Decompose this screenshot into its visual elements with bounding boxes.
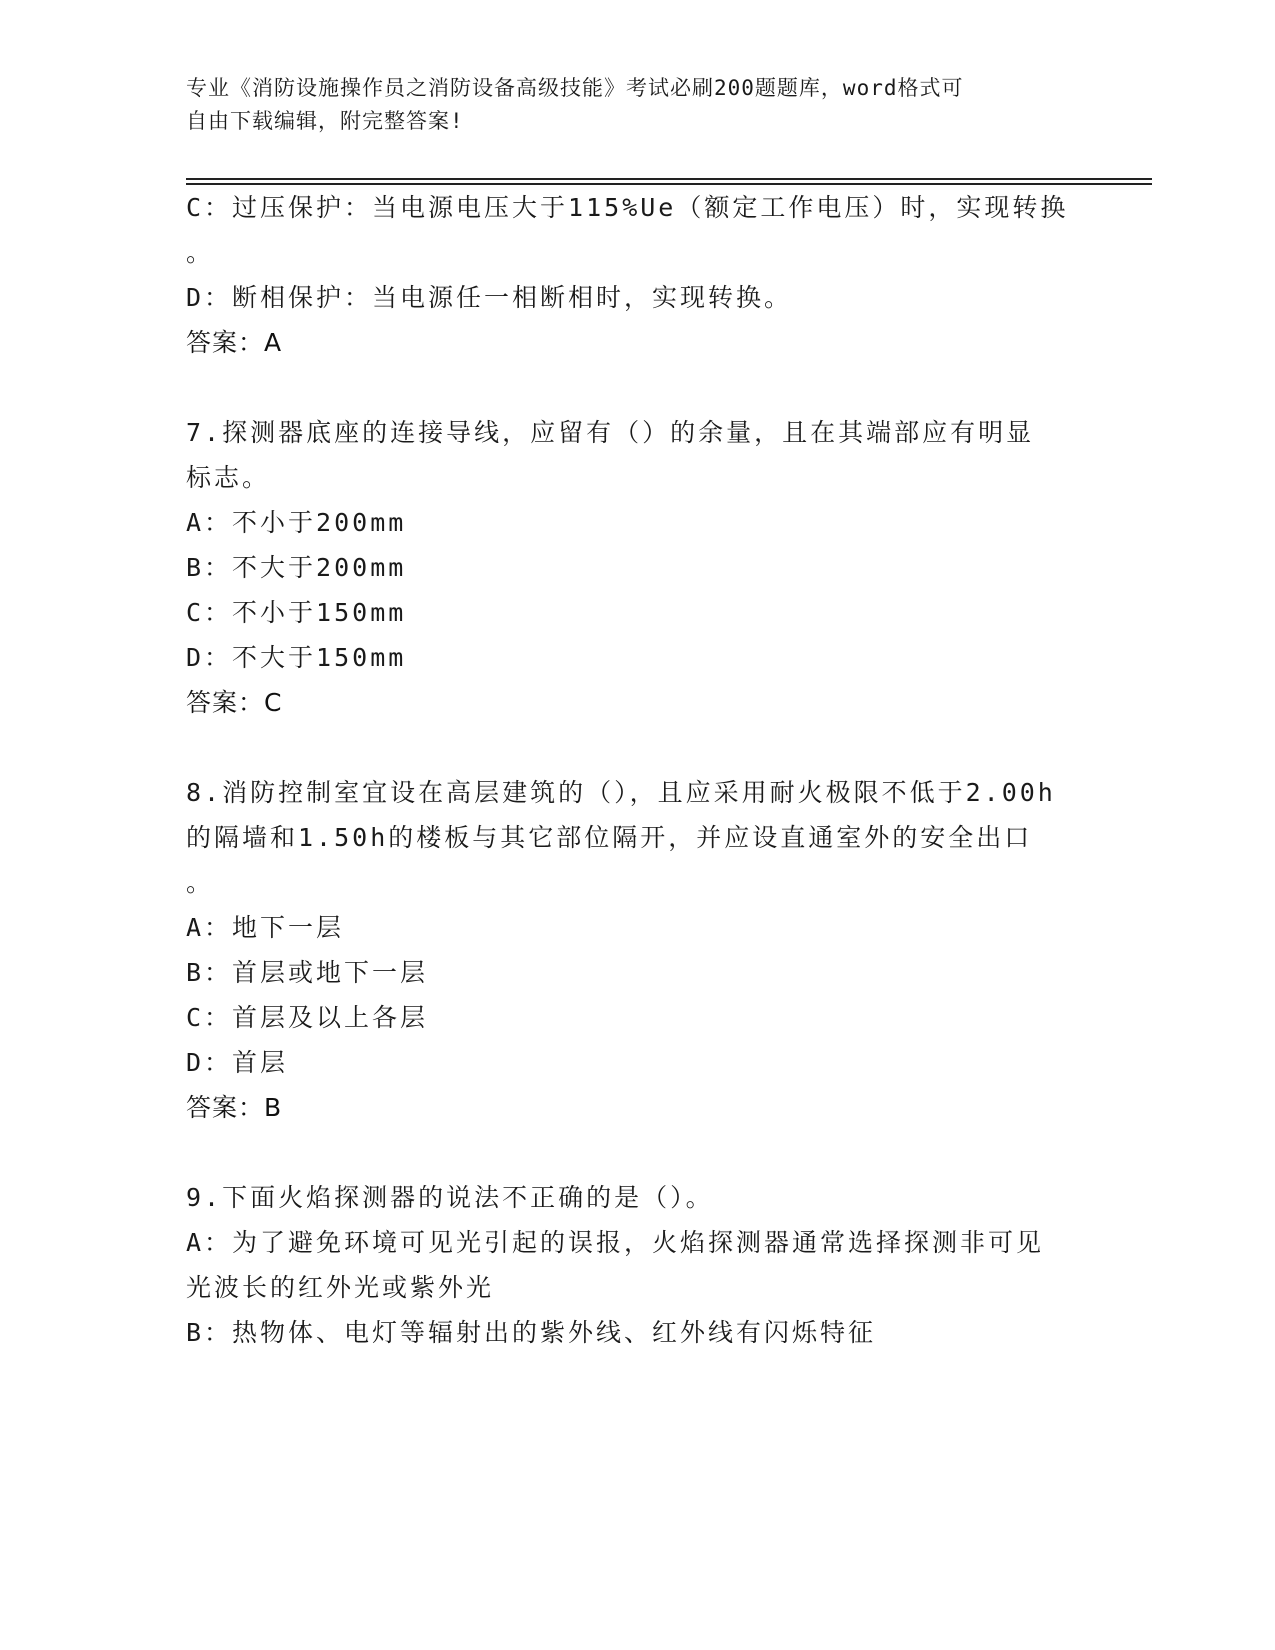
q8-option-c: C：首层及以上各层	[186, 1003, 429, 1032]
q7-stem-line-2: 标志。	[186, 463, 271, 492]
q9-option-a-line-2: 光波长的红外光或紫外光	[186, 1273, 495, 1302]
q7-stem-line-1: 7.探测器底座的连接导线，应留有（）的余量，且在其端部应有明显	[186, 418, 1035, 447]
q7-option-d: D：不大于150mm	[186, 643, 407, 672]
q7-option-c: C：不小于150mm	[186, 598, 407, 627]
q6-answer: 答案：A	[186, 328, 283, 357]
q8-option-d: D：首层	[186, 1048, 289, 1077]
q8-stem-line-1: 8.消防控制室宜设在高层建筑的（），且应采用耐火极限不低于2.00h	[186, 778, 1056, 807]
q8-stem-line-3: 。	[186, 868, 215, 897]
header-divider-top	[186, 178, 1152, 180]
q8-stem-line-2: 的隔墙和1.50h的楼板与其它部位隔开，并应设直通室外的安全出口	[186, 823, 1033, 852]
q6-option-c-line-2: 。	[186, 238, 215, 267]
q6-option-c-line-1: C：过压保护：当电源电压大于115%Ue（额定工作电压）时，实现转换	[186, 193, 1069, 222]
header-divider-bottom	[186, 183, 1152, 185]
q6-option-d: D：断相保护：当电源任一相断相时，实现转换。	[186, 283, 793, 312]
q9-option-b: B：热物体、电灯等辐射出的紫外线、红外线有闪烁特征	[186, 1318, 877, 1347]
document-header	[186, 72, 1066, 138]
q7-option-b: B：不大于200mm	[186, 553, 407, 582]
q7-option-a: A：不小于200mm	[186, 508, 407, 537]
q8-answer: 答案：B	[186, 1093, 283, 1122]
q9-stem: 9.下面火焰探测器的说法不正确的是（）。	[186, 1183, 714, 1212]
header-line-2: 自由下载编辑，附完整答案!	[186, 109, 464, 133]
q8-option-a: A：地下一层	[186, 913, 345, 942]
q7-answer: 答案：C	[186, 688, 283, 717]
q8-option-b: B：首层或地下一层	[186, 958, 429, 987]
header-line-1: 专业《消防设施操作员之消防设备高级技能》考试必刷200题题库，word格式可	[186, 76, 964, 100]
q9-option-a-line-1: A：为了避免环境可见光引起的误报，火焰探测器通常选择探测非可见	[186, 1228, 1045, 1257]
